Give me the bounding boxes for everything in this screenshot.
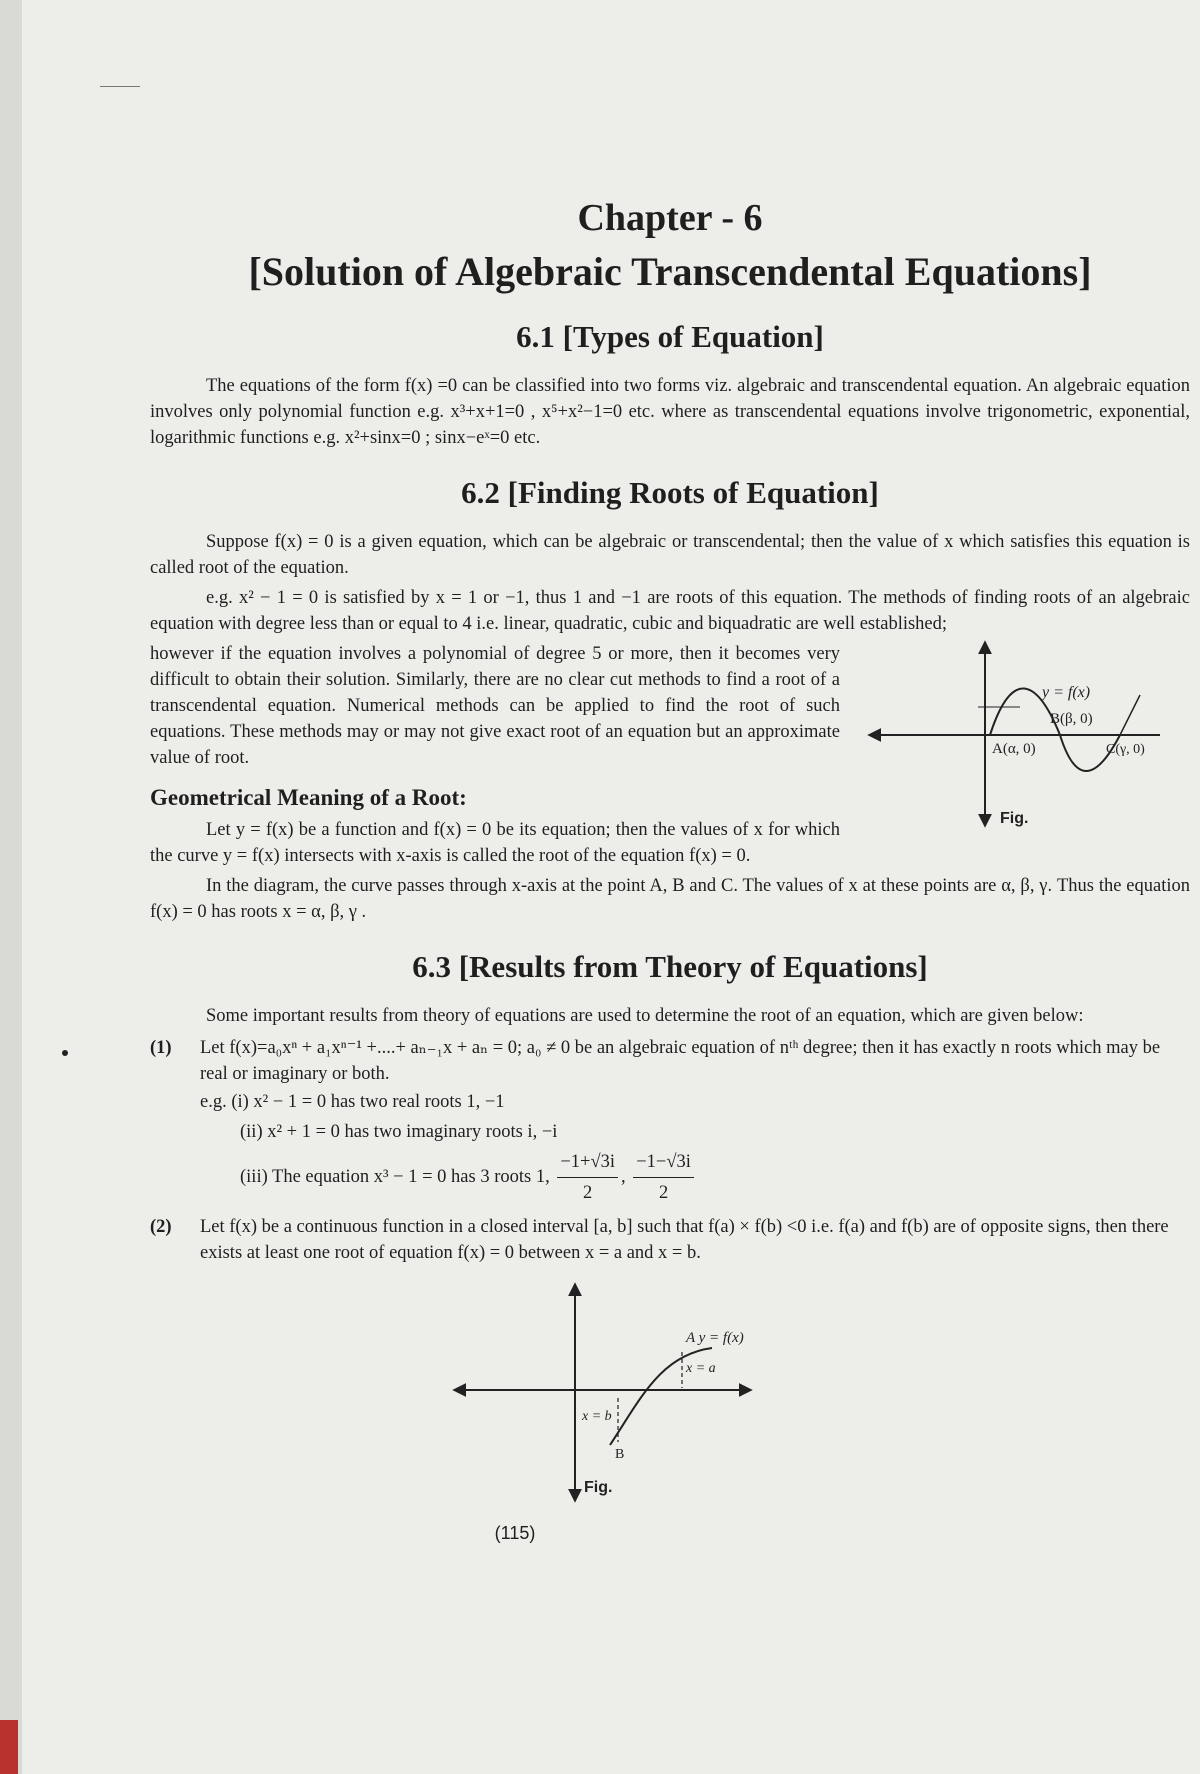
- result-2-text: Let f(x) be a continuous function in a closed interval [a, b] such that f(a) × f(b) <0 i.e. f(a) and f(b) are of opposite signs, then there exists at least one root of equation f(x) = 0 between x = a and x = b.: [200, 1217, 1169, 1263]
- page-number: (115): [494, 1523, 536, 1543]
- diagram-explanation: In the diagram, the curve passes through x-axis at the point A, B and C. The values of x at these points are α, β, γ. Thus the equation f(x) = 0 has roots x = α, β, γ .: [150, 876, 1190, 922]
- x-equals-b-label: x = b: [582, 1409, 612, 1424]
- root-fraction-1: [557, 1147, 618, 1208]
- example-2: (ii) x² + 1 = 0 has two imaginary roots i, −i: [240, 1122, 558, 1142]
- section-6-2-paragraph-1: Suppose f(x) = 0 is a given equation, which can be algebraic or transcendental; then the value of x which satisfies this equation is called root of the equation.: [150, 532, 1190, 578]
- section-6-2-paragraph-2: e.g. x² − 1 = 0 is satisfied by x = 1 or −1, thus 1 and −1 are roots of this equation. The methods of finding roots of an algebraic equation with degree less than or equal to 4 i.e. linear, quadratic, cubic and biquadratic are well established;: [150, 588, 1190, 634]
- roots-text-and-figure: [150, 641, 1190, 873]
- root-fraction-1-denominator: 2: [583, 1183, 593, 1203]
- point-b-label: B: [615, 1447, 625, 1462]
- result-1-number: (1): [150, 1038, 172, 1058]
- roots-figure: [860, 633, 1170, 848]
- section-6-1-paragraph: The equations of the form f(x) =0 can be classified into two forms viz. algebraic and transcendental equation. An algebraic equation involves only polynomial function e.g. x³+x+1=0 , x⁵+x²−1=0 etc. where as transcendental equations involve trigonometric, exponential, logarithmic functions e.g. x²+sinx=0 ; sinx−eˣ=0 etc.: [150, 376, 1190, 448]
- point-c-label: C(γ, 0): [1106, 742, 1145, 757]
- curve-label: y = f(x): [1042, 684, 1091, 701]
- figure-caption: Fig.: [1000, 810, 1029, 827]
- result-2-number: (2): [150, 1217, 172, 1237]
- result-1-text: Let f(x)=a₀xⁿ + a₁xⁿ⁻¹ +....+ aₙ₋₁x + aₙ = 0; a₀ ≠ 0 be an algebraic equation of nᵗʰ degree; then it has exactly n roots which may be real or imaginary or both.: [200, 1038, 1161, 1084]
- geometrical-meaning-paragraph: Let y = f(x) be a function and f(x) = 0 be its equation; then the values of x for which the curve y = f(x) intersects with x-axis is called the root of the equation f(x) = 0.: [150, 820, 840, 866]
- root-fraction-2: [633, 1147, 694, 1208]
- example-3-text: (iii) The equation x³ − 1 = 0 has 3 roots 1,: [240, 1166, 550, 1187]
- page-content: [150, 196, 1190, 1544]
- margin-dot: [62, 1050, 68, 1056]
- point-a-label: A(α, 0): [992, 741, 1036, 757]
- section-6-1-title: 6.1 [Types of Equation]: [516, 319, 824, 354]
- roots-graph: [860, 633, 1170, 843]
- chapter-number: Chapter - 6: [577, 197, 763, 239]
- section-6-3-intro: Some important results from theory of equations are used to determine the root of an equation, which are given below:: [206, 1006, 1084, 1026]
- section-6-3-title: 6.3 [Results from Theory of Equations]: [412, 949, 928, 984]
- example-3: [240, 1147, 1190, 1208]
- root-fraction-2-denominator: 2: [658, 1183, 669, 1203]
- section-6-2-title: 6.2 [Finding Roots of Equation]: [461, 475, 879, 510]
- result-2: [150, 1214, 1190, 1266]
- example-1: e.g. (i) x² − 1 = 0 has two real roots 1, −1: [200, 1092, 505, 1112]
- book-page: [22, 0, 1200, 1774]
- intermediate-value-figure: [450, 1280, 1190, 1515]
- x-equals-a-label: x = a: [686, 1361, 716, 1376]
- result-1: [150, 1035, 1190, 1208]
- margin-mark: [100, 86, 140, 87]
- fraction-separator: ,: [621, 1166, 626, 1187]
- curve-label: A y = f(x): [686, 1330, 744, 1346]
- curve-tail: [1120, 695, 1140, 735]
- root-fraction-1-numerator: −1+√3i: [557, 1147, 618, 1178]
- figure-caption: Fig.: [584, 1479, 613, 1496]
- point-b-label: B(β, 0): [1050, 711, 1093, 727]
- chapter-title: [Solution of Algebraic Transcendental Equations]: [248, 249, 1092, 294]
- root-fraction-2-numerator: −1−√3i: [633, 1147, 694, 1178]
- intermediate-value-graph: [450, 1280, 770, 1510]
- geometrical-meaning-heading: Geometrical Meaning of a Root:: [150, 785, 467, 810]
- section-6-2-paragraph-3: however if the equation involves a polynomial of degree 5 or more, then it becomes very difficult to obtain their solution. Similarly, there are no clear cut methods to find a root of a transcendental equation. Numerical methods can be applied to find the root of such equations. These methods may or may not give exact root of an equation but an approximate value of root.: [150, 644, 840, 768]
- corner-object: [0, 1720, 18, 1774]
